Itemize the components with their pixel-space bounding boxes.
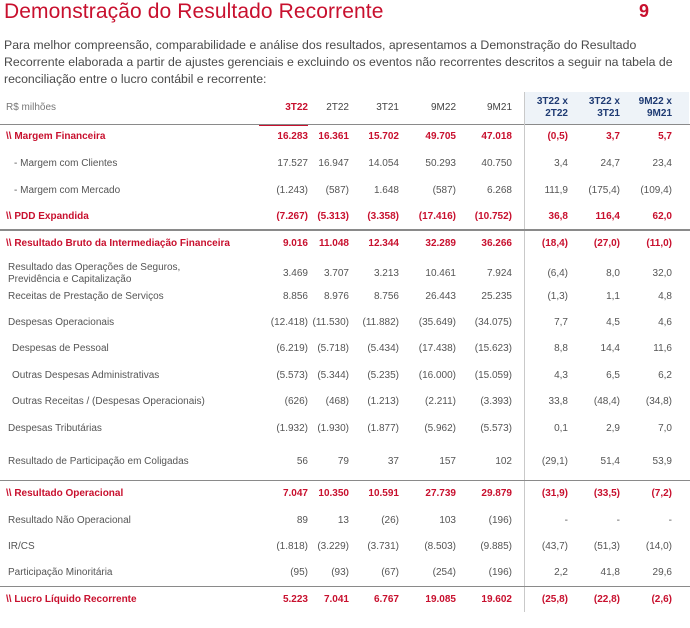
table-cell: 14,4: [600, 343, 620, 354]
table-cell: (17.438): [418, 343, 456, 354]
page-title: Demonstração do Resultado Recorrente: [4, 0, 384, 23]
table-cell: 11.048: [318, 238, 349, 249]
table-cell: 5,7: [658, 131, 672, 142]
table-cell: 36.266: [481, 238, 512, 249]
table-cell: (1.930): [317, 423, 349, 434]
table-cell: (10.752): [474, 211, 512, 222]
table-cell: (6,4): [547, 268, 568, 279]
table-cell: (27,0): [593, 238, 620, 249]
table-cell: (196): [488, 515, 512, 526]
table-cell: (6.219): [276, 343, 308, 354]
table-cell: (43,7): [541, 541, 568, 552]
table-cell: (34,8): [645, 396, 672, 407]
row-label: \\ Resultado Bruto da Intermediação Financeira: [6, 238, 230, 249]
table-cell: 16.361: [318, 131, 349, 142]
table-cell: (31,9): [541, 488, 568, 499]
table-cell: (175,4): [588, 185, 620, 196]
table-cell: 19.085: [425, 594, 456, 605]
table-cell: (35.649): [418, 317, 456, 328]
table-cell: (5.434): [367, 343, 399, 354]
row-separator: [0, 586, 690, 587]
table-cell: 8.756: [373, 291, 399, 302]
table-cell: 11,6: [653, 343, 672, 354]
table-cell: (3.229): [317, 541, 349, 552]
table-cell: (16.000): [418, 370, 456, 381]
table-cell: 33,8: [548, 396, 568, 407]
row-label: Participação Minoritária: [8, 567, 113, 578]
table-cell: 29.879: [481, 488, 512, 499]
table-cell: 62,0: [652, 211, 672, 222]
column-header-3t21: 3T21: [376, 102, 399, 113]
row-label: - Margem com Clientes: [14, 158, 118, 169]
table-cell: (5.313): [317, 211, 349, 222]
table-cell: 4,5: [606, 317, 620, 328]
table-cell: (29,1): [541, 456, 568, 467]
table-cell: (3.393): [480, 396, 512, 407]
table-cell: (15.059): [474, 370, 512, 381]
column-header-9m22: 9M22: [430, 102, 456, 113]
table-cell: 15.702: [368, 131, 399, 142]
row-label: Despesas Operacionais: [8, 317, 115, 328]
table-cell: (587): [432, 185, 456, 196]
table-cell: (51,3): [593, 541, 620, 552]
table-cell: (48,4): [593, 396, 620, 407]
table-cell: 51,4: [600, 456, 620, 467]
table-cell: 3,7: [606, 131, 620, 142]
row-label: \\ PDD Expandida: [6, 211, 89, 222]
row-separator: [0, 229, 690, 230]
table-cell: (5.344): [317, 370, 349, 381]
table-cell: 1,1: [606, 291, 620, 302]
table-cell: 4,6: [658, 317, 672, 328]
table-cell: -: [564, 515, 568, 526]
table-cell: (254): [432, 567, 456, 578]
column-header-2t22: 2T22: [326, 102, 349, 113]
table-cell: 50.293: [425, 158, 456, 169]
table-cell: (468): [325, 396, 349, 407]
table-cell: 102: [495, 456, 512, 467]
comparison-divider: [524, 92, 525, 612]
table-cell: (1.877): [367, 423, 399, 434]
table-cell: 6.268: [486, 185, 512, 196]
table-cell: (1.818): [276, 541, 308, 552]
table-cell: (7,2): [651, 488, 672, 499]
table-cell: 47.018: [481, 131, 512, 142]
table-cell: 40.750: [481, 158, 512, 169]
table-cell: (11.882): [362, 317, 399, 328]
table-cell: 7,0: [658, 423, 672, 434]
table-cell: (18,4): [541, 238, 568, 249]
table-cell: 26.443: [425, 291, 456, 302]
table-cell: 14.054: [368, 158, 399, 169]
row-label: \\ Margem Financeira: [6, 131, 106, 142]
table-cell: 12.344: [368, 238, 399, 249]
table-cell: (587): [325, 185, 349, 196]
table-cell: 1.648: [373, 185, 399, 196]
table-cell: (626): [284, 396, 308, 407]
table-cell: 56: [296, 456, 308, 467]
table-cell: (3.358): [367, 211, 399, 222]
row-label: \\ Lucro Líquido Recorrente: [6, 594, 137, 605]
table-cell: 27.739: [425, 488, 456, 499]
table-cell: (11.530): [312, 317, 349, 328]
table-cell: (95): [290, 567, 308, 578]
table-cell: (2.211): [425, 396, 456, 407]
column-header-9m22-x-9m21: 9M22 x 9M21: [638, 96, 672, 119]
table-cell: 89: [296, 515, 308, 526]
table-cell: 3.469: [282, 268, 308, 279]
table-cell: 7,7: [554, 317, 568, 328]
row-separator: [0, 480, 690, 481]
table-cell: 7.924: [486, 268, 512, 279]
table-cell: (93): [331, 567, 349, 578]
table-cell: (1.213): [367, 396, 399, 407]
column-header-3t22: 3T22: [285, 102, 308, 113]
table-cell: (22,8): [593, 594, 620, 605]
row-label: \\ Resultado Operacional: [6, 488, 124, 499]
table-cell: (26): [381, 515, 399, 526]
table-cell: (12.418): [270, 317, 308, 328]
table-cell: 36,8: [548, 211, 568, 222]
table-cell: (0,5): [547, 131, 568, 142]
table-cell: 10.461: [425, 268, 456, 279]
table-cell: 2,9: [606, 423, 620, 434]
table-cell: 23,4: [652, 158, 672, 169]
table-cell: (5.718): [317, 343, 349, 354]
table-cell: 157: [439, 456, 456, 467]
table-cell: 16.947: [318, 158, 349, 169]
table-cell: -: [668, 515, 672, 526]
table-cell: (1.932): [276, 423, 308, 434]
table-cell: (34.075): [474, 317, 512, 328]
table-cell: 116,4: [595, 211, 620, 222]
row-label: Outras Receitas / (Despesas Operacionais): [12, 396, 205, 407]
row-label: Resultado Não Operacional: [8, 515, 131, 526]
table-cell: 41,8: [600, 567, 620, 578]
row-separator: [0, 230, 690, 231]
table-cell: 3.707: [323, 268, 349, 279]
table-cell: (11,0): [646, 238, 672, 249]
table-cell: 6,2: [658, 370, 672, 381]
table-cell: (2,6): [651, 594, 672, 605]
table-cell: 103: [439, 515, 456, 526]
table-cell: 17.527: [277, 158, 308, 169]
table-cell: 8,0: [606, 268, 620, 279]
intro-paragraph: Para melhor compreensão, comparabilidade e análise dos resultados, apresentamos a Demonstração do Resultado Recorrente elaborada a partir de ajustes gerenciais e excluindo os eventos não recorrentes descritos a seguir na tabela de reconciliação entre o lucro contábil e recorrente:: [4, 38, 673, 86]
table-cell: 53,9: [652, 456, 672, 467]
table-cell: 6.767: [373, 594, 399, 605]
table-cell: 49.705: [425, 131, 456, 142]
table-cell: 2,2: [554, 567, 568, 578]
table-cell: (7.267): [276, 211, 308, 222]
table-cell: 10.591: [368, 488, 399, 499]
table-cell: 5.223: [282, 594, 308, 605]
table-cell: 29,6: [652, 567, 672, 578]
table-cell: 4,3: [554, 370, 568, 381]
table-cell: (5.962): [424, 423, 456, 434]
table-cell: -: [616, 515, 620, 526]
unit-label: R$ milhões: [6, 102, 57, 113]
table-cell: (5.573): [276, 370, 308, 381]
column-header-3t22-x-3t21: 3T22 x 3T21: [588, 96, 620, 119]
table-cell: (67): [381, 567, 399, 578]
table-cell: (8.503): [424, 541, 456, 552]
page-number: 9: [639, 1, 650, 21]
table-cell: (5.573): [480, 423, 512, 434]
table-cell: 37: [387, 456, 399, 467]
table-cell: 8.856: [282, 291, 308, 302]
table-cell: 9.016: [282, 238, 308, 249]
table-cell: 3,4: [554, 158, 568, 169]
table-cell: 7.047: [282, 488, 308, 499]
table-cell: 10.350: [318, 488, 349, 499]
table-cell: (5.235): [367, 370, 399, 381]
table-cell: (1.243): [276, 185, 308, 196]
row-label: Resultado de Participação em Coligadas: [8, 456, 189, 467]
row-label: Resultado das Operações de Seguros, Previdência e Capitalização: [8, 262, 181, 285]
table-cell: (9.885): [480, 541, 512, 552]
table-cell: 16.283: [277, 131, 308, 142]
table-cell: 19.602: [481, 594, 512, 605]
table-cell: 79: [337, 456, 349, 467]
row-label: - Margem com Mercado: [14, 185, 121, 196]
table-cell: (109,4): [640, 185, 672, 196]
table-cell: (33,5): [593, 488, 620, 499]
column-header-3t22-x-2t22: 3T22 x 2T22: [536, 96, 568, 119]
table-cell: 6,5: [606, 370, 620, 381]
table-cell: 25.235: [481, 291, 512, 302]
row-label: Despesas de Pessoal: [12, 343, 109, 354]
table-cell: 32.289: [425, 238, 456, 249]
row-label: IR/CS: [8, 541, 35, 552]
table-cell: 111,9: [544, 185, 568, 196]
table-cell: 7.041: [323, 594, 349, 605]
table-cell: 8,8: [554, 343, 568, 354]
table-cell: (25,8): [541, 594, 568, 605]
table-cell: (15.623): [474, 343, 512, 354]
row-label: Despesas Tributárias: [8, 423, 102, 434]
table-cell: 13: [337, 515, 349, 526]
table-cell: 0,1: [554, 423, 568, 434]
row-label: Receitas de Prestação de Serviços: [8, 291, 164, 302]
table-cell: 4,8: [658, 291, 672, 302]
table-cell: 8.976: [323, 291, 349, 302]
table-cell: (1,3): [547, 291, 568, 302]
column-header-9m21: 9M21: [486, 102, 512, 113]
row-label: Outras Despesas Administrativas: [12, 370, 160, 381]
table-cell: (196): [488, 567, 512, 578]
table-cell: (14,0): [645, 541, 672, 552]
table-cell: 32,0: [652, 268, 672, 279]
table-cell: 3.213: [373, 268, 399, 279]
table-cell: (17.416): [418, 211, 456, 222]
table-cell: (3.731): [367, 541, 399, 552]
table-cell: 24,7: [600, 158, 620, 169]
